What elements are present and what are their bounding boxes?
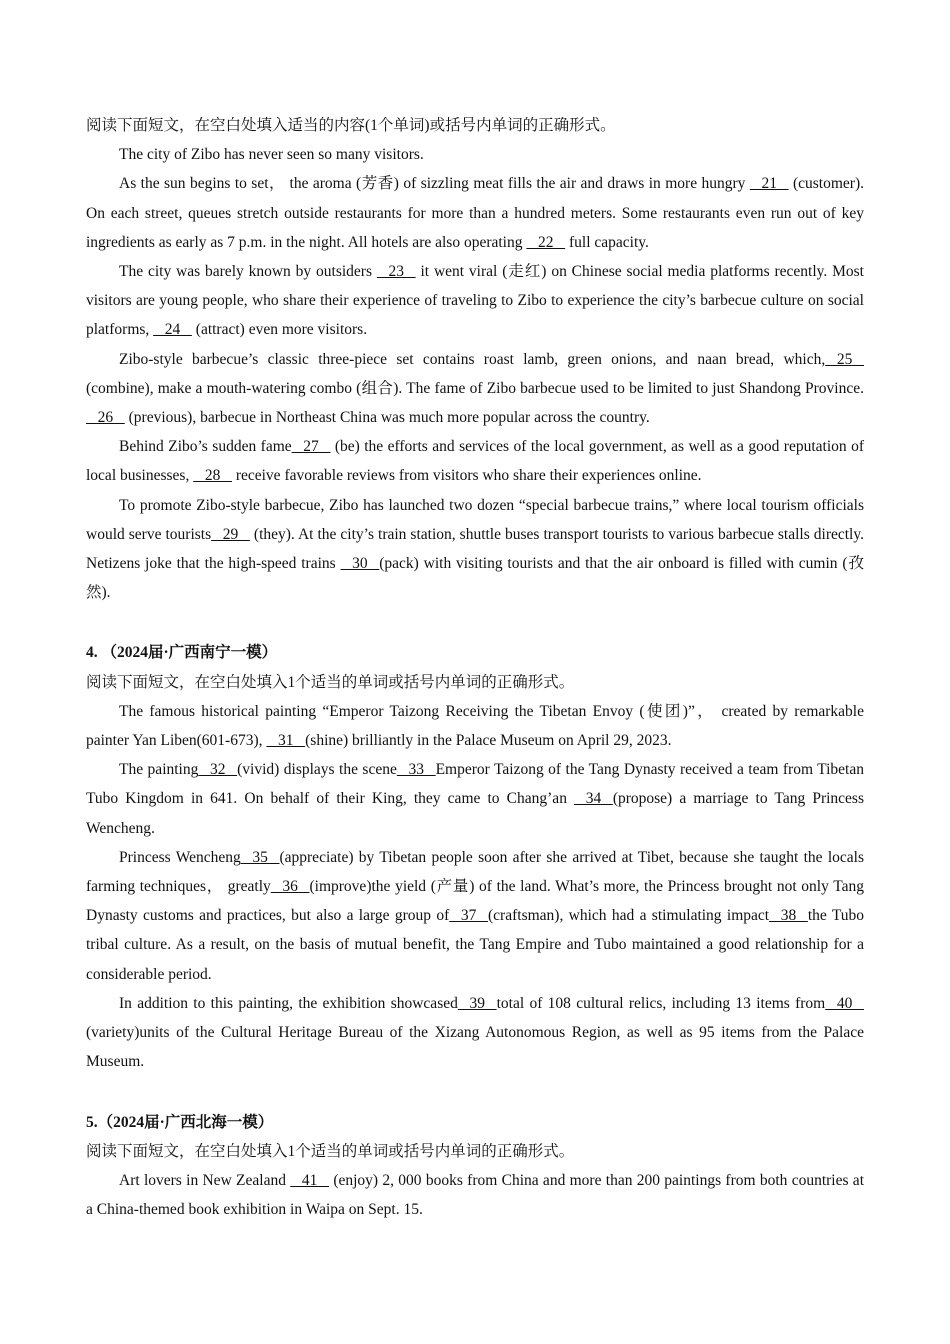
instruction: 阅读下面短文，在空白处填入1个适当的单词或括号内单词的正确形式。 (86, 1142, 575, 1160)
blank-38[interactable]: 38 (769, 907, 808, 925)
blank-36[interactable]: 36 (270, 878, 310, 896)
paragraph: The painting 32 (vivid) displays the scene 33 Emperor Taizong of the Tang Dynasty received a team from Tibetan Tubo Kingdom in 641. On behalf of their King, they came to Chang’an 34 (propose) a marriage to Tang Princess Wencheng. (86, 755, 864, 843)
blank-21[interactable]: 21 (749, 175, 789, 193)
blank-27[interactable]: 27 (291, 438, 331, 456)
document-page (86, 111, 864, 1224)
instruction: 阅读下面短文，在空白处填入适当的内容(1个单词)或括号内单词的正确形式。 (86, 117, 616, 134)
blank-24[interactable]: 24 (153, 321, 192, 339)
blank-33[interactable]: 33 (396, 761, 436, 779)
blank-37[interactable]: 37 (449, 907, 489, 925)
section-heading: 4. （2024届·广西南宁一模） (86, 644, 278, 662)
section-gap (86, 1077, 864, 1108)
blank-39[interactable]: 39 (457, 994, 497, 1012)
paragraph: The famous historical painting “Emperor Taizong Receiving the Tibetan Envoy (使团)”， created by remarkable painter Yan Liben(601-673), 31 (shine) brilliantly in the Palace Museum on April 29, 2023. (86, 697, 864, 755)
paragraph: Princess Wencheng 35 (appreciate) by Tibetan people soon after she arrived at Tibet, because she taught the locals farming techniques， greatly 36 (improve)the yield (产量) of the land. What’s more, the Princess brought not only Tang Dynasty customs and practices, but also a large group of 37 (craftsman), which had a stimulating impact 38 the Tubo tribal culture. As a result, on the basis of mutual benefit, the Tang Empire and Tubo maintained a good relationship for a considerable period. (86, 843, 864, 989)
blank-29[interactable]: 29 (211, 525, 250, 543)
paragraph: The city of Zibo has never seen so many visitors. (119, 146, 424, 164)
blank-26[interactable]: 26 (86, 409, 125, 427)
paragraph: Zibo-style barbecue’s classic three-piece set contains roast lamb, green onions, and naan bread, which, 25 (combine), make a mouth-watering combo (组合). The fame of Zibo barbecue used to be limited to just Shandong Province. 26 (previous), barbecue in Northeast China was much more popular across the country. (86, 345, 864, 433)
blank-30[interactable]: 30 (340, 555, 380, 573)
blank-28[interactable]: 28 (193, 467, 232, 485)
blank-23[interactable]: 23 (376, 263, 416, 281)
instruction: 阅读下面短文，在空白处填入1个适当的单词或括号内单词的正确形式。 (86, 673, 575, 691)
blank-41[interactable]: 41 (290, 1171, 330, 1189)
blank-31[interactable]: 31 (266, 732, 306, 750)
paragraph: To promote Zibo-style barbecue, Zibo has launched two dozen “special barbecue trains,” where local tourism officials would serve tourists 29 (they). At the city’s train station, shuttle buses transport tourists to various barbecue stalls directly. Netizens joke that the high-speed trains 30 (pack) with visiting tourists and that the air onboard is filled with cumin (孜然). (86, 496, 864, 602)
blank-40[interactable]: 40 (825, 994, 864, 1012)
paragraph: The city was barely known by outsiders 23 it went viral (走红) on Chinese social media platforms recently. Most visitors are young people, who share their experience of traveling to Zibo to experience the city’s barbecue culture on social platforms, 24 (attract) even more visitors. (86, 257, 864, 345)
section-gap (86, 607, 864, 638)
blank-32[interactable]: 32 (198, 761, 238, 779)
paragraph: As the sun begins to set， the aroma (芳香) of sizzling meat fills the air and draws in more hungry 21 (customer). On each street, queues stretch outside restaurants for more than a hundred meters. Some restaurants even run out of key ingredients as early as 7 p.m. in the night. All hotels are also operating 22 full capacity. (86, 169, 864, 257)
blank-25[interactable]: 25 (825, 350, 864, 368)
blank-22[interactable]: 22 (526, 233, 566, 251)
paragraph: In addition to this painting, the exhibition showcased 39 total of 108 cultural relics, including 13 items from 40 (variety)units of the Cultural Heritage Bureau of the Xizang Autonomous Region, as well as 95 items from the Palace Museum. (86, 989, 864, 1077)
blank-35[interactable]: 35 (240, 848, 280, 866)
section-heading: 5.（2024届·广西北海一模） (86, 1113, 274, 1131)
blank-34[interactable]: 34 (574, 790, 613, 808)
paragraph: Behind Zibo’s sudden fame 27 (be) the efforts and services of the local government, as well as a good reputation of local businesses, 28 receive favorable reviews from visitors who share their experiences online. (86, 432, 864, 490)
paragraph: Art lovers in New Zealand 41 (enjoy) 2, 000 books from China and more than 200 paintings from both countries at a China-themed book exhibition in Waipa on Sept. 15. (86, 1166, 864, 1224)
